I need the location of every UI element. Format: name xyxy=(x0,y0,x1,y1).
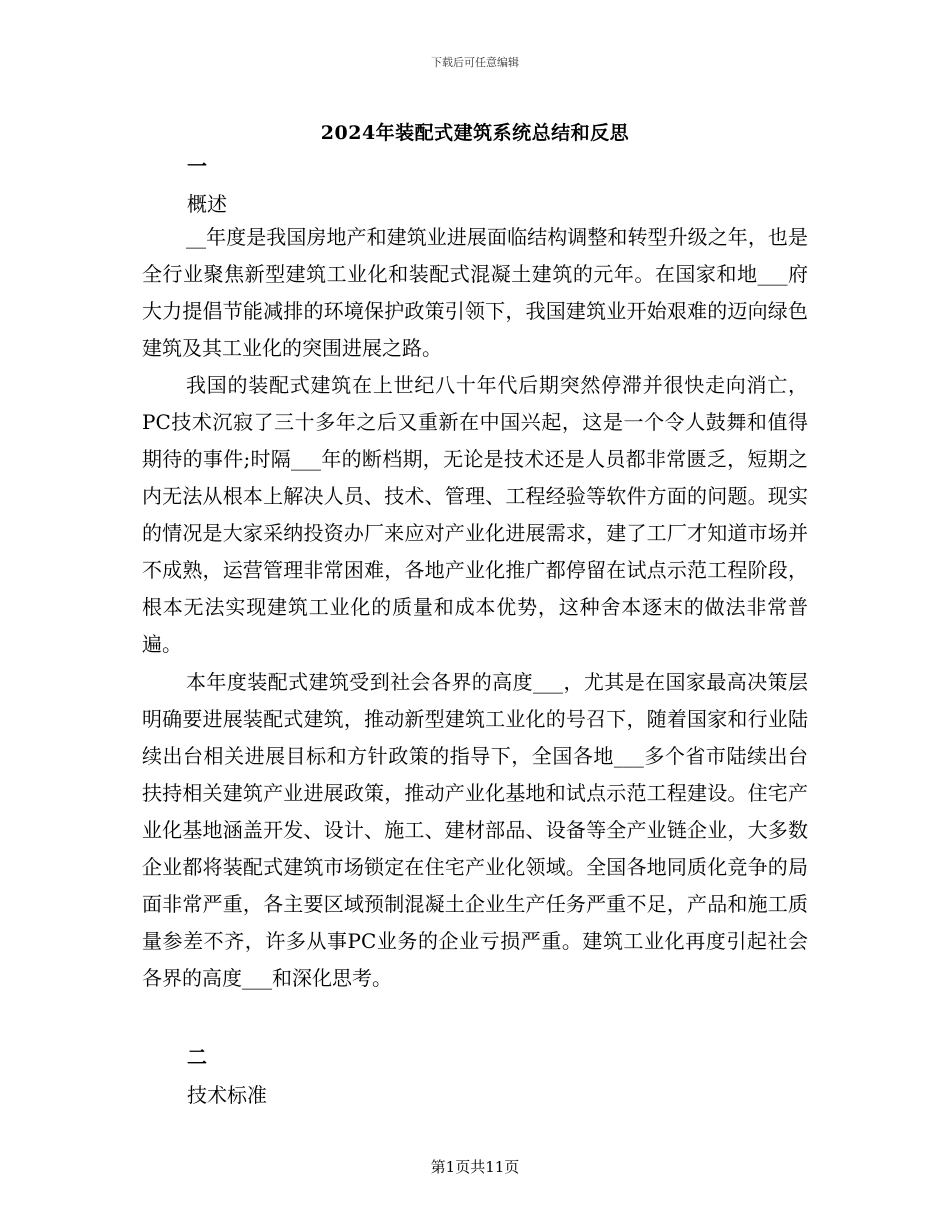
section-number-2: 二 xyxy=(187,1045,207,1069)
section-heading-1: 概述 xyxy=(187,192,227,216)
page-number: 第1页共11页 xyxy=(430,1158,520,1176)
section-number-1: 一 xyxy=(187,154,207,178)
paragraph-1: __年度是我国房地产和建筑业进展面临结构调整和转型升级之年，也是全行业聚焦新型建筑工业化和装配式混凝土建筑的元年。在国家和地___府大力提倡节能减排的环境保护政策引领下，我国建筑业开始艰难的迈向绿色建筑及其工业化的突围进展之路。 xyxy=(142,225,808,360)
document-title: 2024年装配式建筑系统总结和反思 xyxy=(320,122,630,144)
paragraph-2: 我国的装配式建筑在上世纪八十年代后期突然停滞并很快走向消亡，PC技术沉寂了三十多年之后又重新在中国兴起，这是一个令人鼓舞和值得期待的事件;时隔___年的断档期，无论是技术还是人员都非常匮乏，短期之内无法从根本上解决人员、技术、管理、工程经验等软件方面的问题。现实的情况是大家采纳投资办厂来应对产业化进展需求，建了工厂才知道市场并不成熟，运营管理非常困难，各地产业化推广都停留在试点示范工程阶段，根本无法实现建筑工业化的质量和成本优势，这种舍本逐末的做法非常普遍。 xyxy=(142,373,808,656)
section-heading-2: 技术标准 xyxy=(187,1083,267,1107)
paragraph-3: 本年度装配式建筑受到社会各界的高度___，尤其是在国家最高决策层明确要进展装配式建筑，推动新型建筑工业化的号召下，随着国家和行业陆续出台相关进展目标和方针政策的指导下，全国各地___多个省市陆续出台扶持相关建筑产业进展政策，推动产业化基地和试点示范工程建设。住宅产业化基地涵盖开发、设计、施工、建材部品、设备等全产业链企业，大多数企业都将装配式建筑市场锁定在住宅产业化领域。全国各地同质化竞争的局面非常严重，各主要区域预制混凝土企业生产任务严重不足，产品和施工质量参差不齐，许多从事PC业务的企业亏损严重。建筑工业化再度引起社会各界的高度___和深化思考。 xyxy=(142,670,808,990)
header-note: 下载后可任意编辑 xyxy=(431,56,519,69)
